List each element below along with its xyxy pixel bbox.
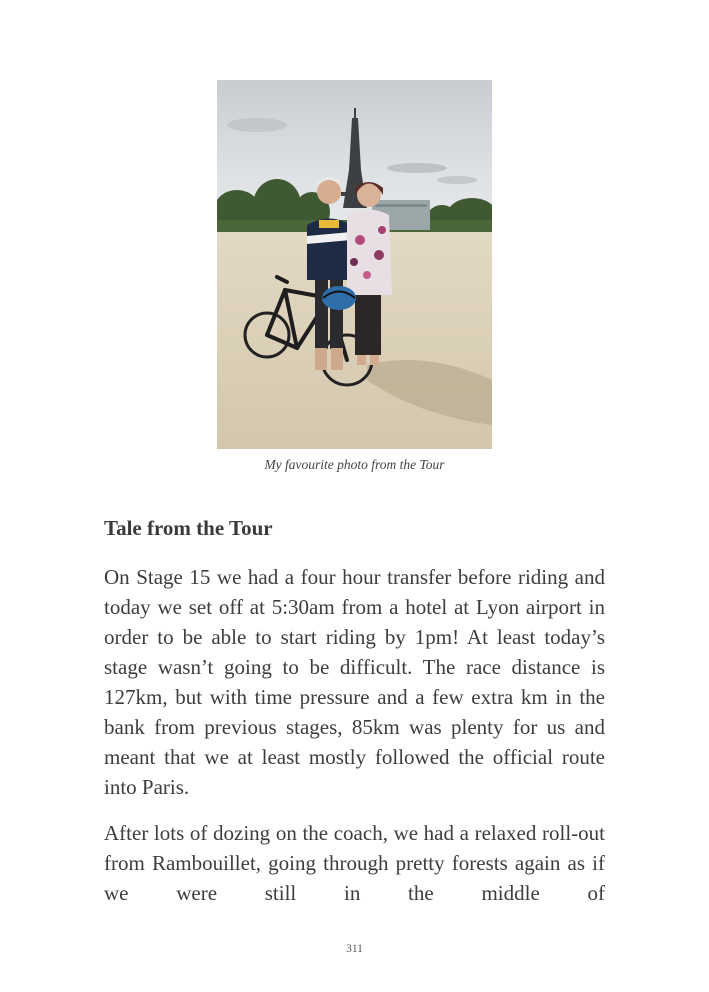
eiffel-tower-cyclist-photo <box>217 80 492 449</box>
tour-photo <box>217 80 492 449</box>
photo-caption: My favourite photo from the Tour <box>264 457 445 472</box>
paragraph-1: On Stage 15 we had a four hour transfer before riding and today we set off at 5:30am from a hotel at Lyon airport in order to be able to start riding by 1pm! At least today’s stage wasn’t going to be difficult. The race distance is 127km, but with time pressure and a few extra km in the bank from previous stages, 85km was plenty for us and meant that we at least mostly followed the official route into Paris. <box>104 565 605 799</box>
paragraph-2: After lots of dozing on the coach, we had a relaxed roll-out from Rambouillet, going through pretty forests again as if we were still in the middle of <box>104 821 605 905</box>
section-heading: Tale from the Tour <box>104 516 273 540</box>
page-number: 311 <box>346 943 363 955</box>
